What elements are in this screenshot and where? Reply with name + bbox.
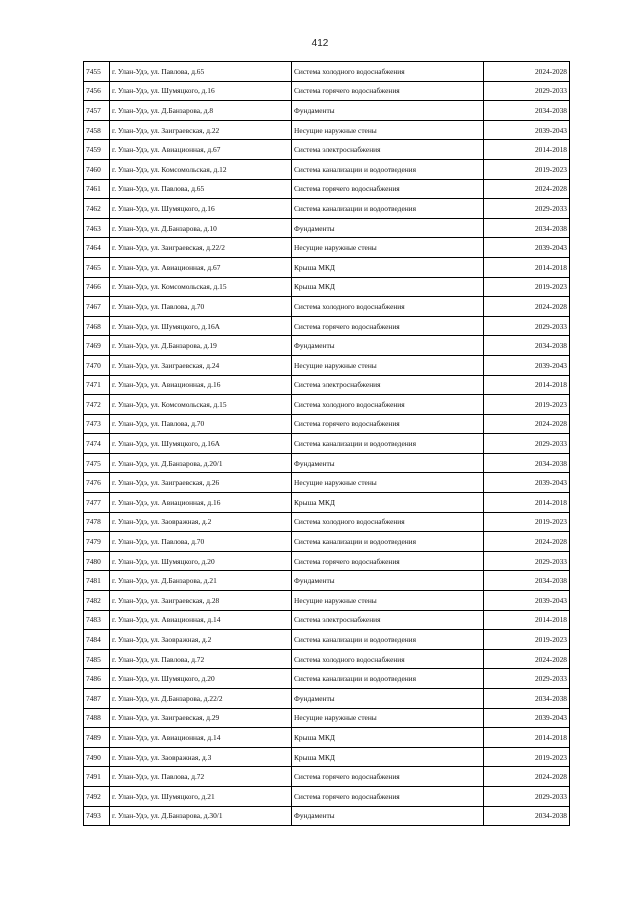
table-row <box>84 62 570 82</box>
row-number-cell: 7468 <box>84 316 110 336</box>
system-cell: Система холодного водоснабжения <box>292 297 484 317</box>
period-cell: 2019-2023 <box>484 630 570 650</box>
system-cell: Система горячего водоснабжения <box>292 551 484 571</box>
address-cell: г. Улан-Удэ, ул. Заиграевская, д.28 <box>110 591 292 611</box>
row-number-cell: 7465 <box>84 257 110 277</box>
table-row <box>84 591 570 611</box>
page-number: 412 <box>311 38 329 49</box>
row-number-cell: 7473 <box>84 414 110 434</box>
period-cell: 2034-2038 <box>484 336 570 356</box>
address-cell: г. Улан-Удэ, ул. Д.Банзарова, д.30/1 <box>110 806 292 826</box>
system-cell: Система горячего водоснабжения <box>292 786 484 806</box>
row-number-cell: 7461 <box>84 179 110 199</box>
row-number-cell: 7459 <box>84 140 110 160</box>
address-cell: г. Улан-Удэ, ул. Павлова, д.72 <box>110 767 292 787</box>
system-cell: Крыша МКД <box>292 257 484 277</box>
system-cell: Система горячего водоснабжения <box>292 767 484 787</box>
table-row <box>84 316 570 336</box>
system-cell: Система горячего водоснабжения <box>292 179 484 199</box>
period-cell: 2014-2018 <box>484 375 570 395</box>
address-cell: г. Улан-Удэ, ул. Шумяцкого, д.16А <box>110 434 292 454</box>
address-cell: г. Улан-Удэ, ул. Авиационная, д.16 <box>110 493 292 513</box>
table-row <box>84 159 570 179</box>
address-cell: г. Улан-Удэ, ул. Д.Банзарова, д.8 <box>110 101 292 121</box>
period-cell: 2029-2033 <box>484 669 570 689</box>
row-number-cell: 7486 <box>84 669 110 689</box>
address-cell: г. Улан-Удэ, ул. Авиационная, д.16 <box>110 375 292 395</box>
row-number-cell: 7469 <box>84 336 110 356</box>
row-number-cell: 7470 <box>84 355 110 375</box>
row-number-cell: 7474 <box>84 434 110 454</box>
table-row <box>84 630 570 650</box>
table-row <box>84 669 570 689</box>
row-number-cell: 7456 <box>84 81 110 101</box>
row-number-cell: 7482 <box>84 591 110 611</box>
system-cell: Система канализации и водоотведения <box>292 434 484 454</box>
table-row <box>84 649 570 669</box>
system-cell: Система канализации и водоотведения <box>292 532 484 552</box>
row-number-cell: 7491 <box>84 767 110 787</box>
address-cell: г. Улан-Удэ, ул. Павлова, д.72 <box>110 649 292 669</box>
address-cell: г. Улан-Удэ, ул. Шумяцкого, д.21 <box>110 786 292 806</box>
period-cell: 2024-2028 <box>484 767 570 787</box>
table-row <box>84 728 570 748</box>
address-cell: г. Улан-Удэ, ул. Авиационная, д.67 <box>110 140 292 160</box>
address-cell: г. Улан-Удэ, ул. Заиграевская, д.26 <box>110 473 292 493</box>
system-cell: Система горячего водоснабжения <box>292 81 484 101</box>
table-row <box>84 434 570 454</box>
row-number-cell: 7462 <box>84 199 110 219</box>
system-cell: Система холодного водоснабжения <box>292 649 484 669</box>
table-row <box>84 238 570 258</box>
row-number-cell: 7483 <box>84 610 110 630</box>
period-cell: 2034-2038 <box>484 689 570 709</box>
system-cell: Фундаменты <box>292 806 484 826</box>
system-cell: Крыша МКД <box>292 728 484 748</box>
address-cell: г. Улан-Удэ, ул. Авиационная, д.14 <box>110 610 292 630</box>
row-number-cell: 7460 <box>84 159 110 179</box>
address-cell: г. Улан-Удэ, ул. Д.Банзарова, д.19 <box>110 336 292 356</box>
address-cell: г. Улан-Удэ, ул. Комсомольская, д.15 <box>110 395 292 415</box>
address-cell: г. Улан-Удэ, ул. Комсомольская, д.15 <box>110 277 292 297</box>
table-row <box>84 786 570 806</box>
system-cell: Крыша МКД <box>292 747 484 767</box>
table-row <box>84 81 570 101</box>
period-cell: 2014-2018 <box>484 610 570 630</box>
period-cell: 2024-2028 <box>484 62 570 82</box>
address-cell: г. Улан-Удэ, ул. Д.Банзарова, д.20/1 <box>110 453 292 473</box>
address-cell: г. Улан-Удэ, ул. Авиационная, д.14 <box>110 728 292 748</box>
address-cell: г. Улан-Удэ, ул. Павлова, д.70 <box>110 297 292 317</box>
system-cell: Система электроснабжения <box>292 375 484 395</box>
period-cell: 2029-2033 <box>484 551 570 571</box>
table-row <box>84 101 570 121</box>
system-cell: Система холодного водоснабжения <box>292 62 484 82</box>
system-cell: Система холодного водоснабжения <box>292 512 484 532</box>
period-cell: 2019-2023 <box>484 159 570 179</box>
period-cell: 2029-2033 <box>484 434 570 454</box>
address-cell: г. Улан-Удэ, ул. Заиграевская, д.22 <box>110 120 292 140</box>
period-cell: 2039-2043 <box>484 473 570 493</box>
table-row <box>84 140 570 160</box>
address-cell: г. Улан-Удэ, ул. Павлова, д.65 <box>110 179 292 199</box>
table-row <box>84 610 570 630</box>
table-row <box>84 512 570 532</box>
period-cell: 2029-2033 <box>484 786 570 806</box>
system-cell: Система канализации и водоотведения <box>292 159 484 179</box>
table-row <box>84 375 570 395</box>
system-cell: Система канализации и водоотведения <box>292 630 484 650</box>
period-cell: 2014-2018 <box>484 257 570 277</box>
address-cell: г. Улан-Удэ, ул. Д.Банзарова, д.10 <box>110 218 292 238</box>
system-cell: Фундаменты <box>292 689 484 709</box>
system-cell: Несущие наружные стены <box>292 120 484 140</box>
system-cell: Несущие наружные стены <box>292 355 484 375</box>
period-cell: 2034-2038 <box>484 806 570 826</box>
row-number-cell: 7471 <box>84 375 110 395</box>
system-cell: Фундаменты <box>292 453 484 473</box>
row-number-cell: 7485 <box>84 649 110 669</box>
row-number-cell: 7493 <box>84 806 110 826</box>
period-cell: 2019-2023 <box>484 747 570 767</box>
address-cell: г. Улан-Удэ, ул. Павлова, д.65 <box>110 62 292 82</box>
table-row <box>84 355 570 375</box>
system-cell: Несущие наружные стены <box>292 708 484 728</box>
period-cell: 2039-2043 <box>484 591 570 611</box>
table-row <box>84 473 570 493</box>
period-cell: 2024-2028 <box>484 649 570 669</box>
row-number-cell: 7492 <box>84 786 110 806</box>
registry-table-body <box>84 62 570 826</box>
period-cell: 2039-2043 <box>484 355 570 375</box>
table-row <box>84 336 570 356</box>
table-row <box>84 708 570 728</box>
table-row <box>84 218 570 238</box>
period-cell: 2019-2023 <box>484 395 570 415</box>
row-number-cell: 7478 <box>84 512 110 532</box>
table-row <box>84 179 570 199</box>
period-cell: 2014-2018 <box>484 493 570 513</box>
table-row <box>84 532 570 552</box>
address-cell: г. Улан-Удэ, ул. Заовражная, д.2 <box>110 512 292 532</box>
system-cell: Крыша МКД <box>292 277 484 297</box>
period-cell: 2024-2028 <box>484 414 570 434</box>
system-cell: Система горячего водоснабжения <box>292 316 484 336</box>
table-row <box>84 257 570 277</box>
table-row <box>84 767 570 787</box>
system-cell: Фундаменты <box>292 571 484 591</box>
period-cell: 2039-2043 <box>484 120 570 140</box>
row-number-cell: 7488 <box>84 708 110 728</box>
address-cell: г. Улан-Удэ, ул. Шумяцкого, д.16А <box>110 316 292 336</box>
registry-table <box>83 61 570 826</box>
row-number-cell: 7484 <box>84 630 110 650</box>
system-cell: Несущие наружные стены <box>292 238 484 258</box>
table-row <box>84 689 570 709</box>
row-number-cell: 7480 <box>84 551 110 571</box>
row-number-cell: 7463 <box>84 218 110 238</box>
address-cell: г. Улан-Удэ, ул. Шумяцкого, д.16 <box>110 199 292 219</box>
table-row <box>84 395 570 415</box>
period-cell: 2029-2033 <box>484 199 570 219</box>
address-cell: г. Улан-Удэ, ул. Заовражная, д.3 <box>110 747 292 767</box>
period-cell: 2014-2018 <box>484 728 570 748</box>
table-row <box>84 120 570 140</box>
period-cell: 2039-2043 <box>484 238 570 258</box>
period-cell: 2034-2038 <box>484 571 570 591</box>
system-cell: Фундаменты <box>292 336 484 356</box>
system-cell: Несущие наружные стены <box>292 591 484 611</box>
address-cell: г. Улан-Удэ, ул. Д.Банзарова, д.22/2 <box>110 689 292 709</box>
row-number-cell: 7476 <box>84 473 110 493</box>
row-number-cell: 7472 <box>84 395 110 415</box>
row-number-cell: 7490 <box>84 747 110 767</box>
row-number-cell: 7487 <box>84 689 110 709</box>
table-row <box>84 199 570 219</box>
row-number-cell: 7479 <box>84 532 110 552</box>
row-number-cell: 7467 <box>84 297 110 317</box>
address-cell: г. Улан-Удэ, ул. Авиационная, д.67 <box>110 257 292 277</box>
address-cell: г. Улан-Удэ, ул. Шумяцкого, д.16 <box>110 81 292 101</box>
address-cell: г. Улан-Удэ, ул. Павлова, д.70 <box>110 532 292 552</box>
period-cell: 2029-2033 <box>484 81 570 101</box>
row-number-cell: 7464 <box>84 238 110 258</box>
table-row <box>84 747 570 767</box>
period-cell: 2034-2038 <box>484 453 570 473</box>
period-cell: 2024-2028 <box>484 532 570 552</box>
address-cell: г. Улан-Удэ, ул. Комсомольская, д.12 <box>110 159 292 179</box>
row-number-cell: 7455 <box>84 62 110 82</box>
system-cell: Система канализации и водоотведения <box>292 669 484 689</box>
table-row <box>84 551 570 571</box>
row-number-cell: 7475 <box>84 453 110 473</box>
system-cell: Система электроснабжения <box>292 610 484 630</box>
system-cell: Крыша МКД <box>292 493 484 513</box>
period-cell: 2019-2023 <box>484 277 570 297</box>
system-cell: Система горячего водоснабжения <box>292 414 484 434</box>
period-cell: 2024-2028 <box>484 179 570 199</box>
period-cell: 2029-2033 <box>484 316 570 336</box>
system-cell: Фундаменты <box>292 218 484 238</box>
row-number-cell: 7466 <box>84 277 110 297</box>
period-cell: 2034-2038 <box>484 101 570 121</box>
period-cell: 2034-2038 <box>484 218 570 238</box>
period-cell: 2019-2023 <box>484 512 570 532</box>
table-row <box>84 277 570 297</box>
system-cell: Фундаменты <box>292 101 484 121</box>
table-row <box>84 806 570 826</box>
system-cell: Система канализации и водоотведения <box>292 199 484 219</box>
period-cell: 2039-2043 <box>484 708 570 728</box>
address-cell: г. Улан-Удэ, ул. Заиграевская, д.29 <box>110 708 292 728</box>
address-cell: г. Улан-Удэ, ул. Шумяцкого, д.20 <box>110 669 292 689</box>
address-cell: г. Улан-Удэ, ул. Заовражная, д.2 <box>110 630 292 650</box>
address-cell: г. Улан-Удэ, ул. Д.Банзарова, д.21 <box>110 571 292 591</box>
table-row <box>84 493 570 513</box>
row-number-cell: 7458 <box>84 120 110 140</box>
row-number-cell: 7477 <box>84 493 110 513</box>
system-cell: Система электроснабжения <box>292 140 484 160</box>
system-cell: Система холодного водоснабжения <box>292 395 484 415</box>
table-row <box>84 414 570 434</box>
address-cell: г. Улан-Удэ, ул. Павлова, д.70 <box>110 414 292 434</box>
row-number-cell: 7489 <box>84 728 110 748</box>
table-row <box>84 453 570 473</box>
table-row <box>84 571 570 591</box>
address-cell: г. Улан-Удэ, ул. Заиграевская, д.24 <box>110 355 292 375</box>
address-cell: г. Улан-Удэ, ул. Шумяцкого, д.20 <box>110 551 292 571</box>
row-number-cell: 7481 <box>84 571 110 591</box>
period-cell: 2024-2028 <box>484 297 570 317</box>
system-cell: Несущие наружные стены <box>292 473 484 493</box>
row-number-cell: 7457 <box>84 101 110 121</box>
table-row <box>84 297 570 317</box>
address-cell: г. Улан-Удэ, ул. Заиграевская, д.22/2 <box>110 238 292 258</box>
period-cell: 2014-2018 <box>484 140 570 160</box>
